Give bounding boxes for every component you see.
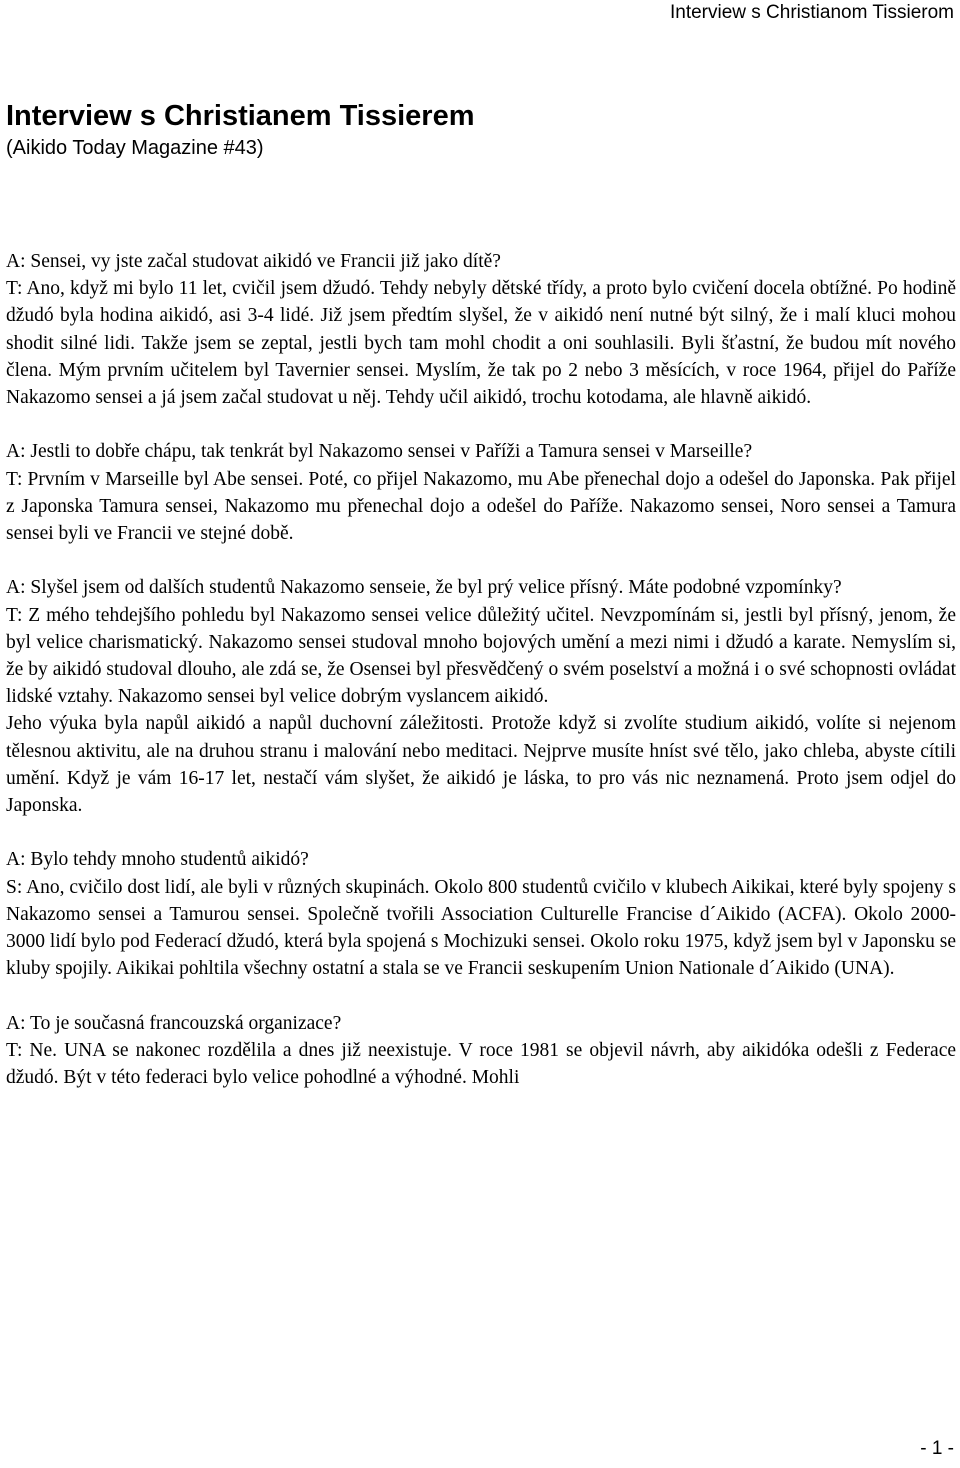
line-text: Ano, cvičilo dost lidí, ale byli v různých skupinách. Okolo 800 studentů cvičilo v klubech Aikikai, které byly spojeny s Nakazomo sensei a Tamurou sensei. Společně tvořili Association Culturelle Francise d´Aikido (ACFA). Okolo 2000-3000 lidí bylo pod Federací džudó, která byla spojená s Mochizuki sensei. Okolo roku 1975, když jsem byl v Japonsku se kluby spojily. Aikikai pohltila všechny ostatní a stala se ve Francii seskupením Union Nationale d´Aikido (UNA).	[6, 876, 956, 980]
question-line	[6, 1010, 956, 1037]
question-line	[6, 438, 956, 465]
answer-line	[6, 602, 956, 711]
line-text: Prvním v Marseille byl Abe sensei. Poté, co přijel Nakazomo, mu Abe přenechal dojo a odešel do Japonska. Pak přijel z Japonska Tamura sensei, Nakazomo mu přenechal dojo a odešel do Paříže. Nakazomo sensei, Noro sensei a Tamura sensei byli ve Francii ve stejné době.	[6, 468, 956, 545]
question-line	[6, 574, 956, 601]
title-block	[6, 98, 956, 160]
question-line	[6, 846, 956, 873]
line-text: Jestli to dobře chápu, tak tenkrát byl Nakazomo sensei v Paříži a Tamura sensei v Marseille?	[25, 441, 753, 463]
page-subtitle: (Aikido Today Magazine #43)	[6, 137, 264, 159]
answer-line	[6, 874, 956, 983]
interview-exchange	[6, 438, 956, 547]
speaker-label: A:	[6, 849, 26, 871]
interview-exchange	[6, 574, 956, 819]
answer-line	[6, 466, 956, 548]
interview-exchange	[6, 248, 956, 411]
speaker-label: T:	[6, 278, 23, 300]
answer-continuation	[6, 710, 956, 819]
speaker-label: S:	[6, 876, 23, 898]
line-text: Ano, když mi bylo 11 let, cvičil jsem džudó. Tehdy nebyly dětské třídy, a proto bylo cvičení docela obtížné. Po hodině džudó byla hodina aikidó, asi 3-4 lidé. Již jsem předtím slyšel, že v aikidó není nutné být silný, že i malí kluci mohou shodit silné lidi. Takže jsem se zeptal, jestli bych tam mohl chodit a oni souhlasili. Byli šťastní, že budou mít nového člena. Mým prvním učitelem byl Tavernier sensei. Myslím, že tak po 2 nebo 3 měsících, v roce 1964, přijel do Paříže Nakazomo sensei a já jsem začal studovat u něj. Tehdy učil aikidó, trochu kotodama, ale hlavně aikidó.	[6, 278, 956, 409]
question-line	[6, 248, 956, 275]
line-text: Z mého tehdejšího pohledu byl Nakazomo sensei velice důležitý učitel. Nevzpomínám si, jestli byl přísný, jenom, že byl velice charismatický. Nakazomo sensei studoval mnoho bojových umění a mezi nimi i džudó a karate. Nemyslím si, že by aikidó studoval dlouho, ale zdá se, že Osensei byl přesvědčený o svém poselství a možná i o své schopnosti ovládat lidské vztahy. Nakazomo sensei byl velice dobrým vyslancem aikidó.	[6, 604, 956, 708]
line-text: To je současná francouzská organizace?	[25, 1012, 342, 1034]
line-text: Sensei, vy jste začal studovat aikidó ve Francii již jako dítě?	[25, 251, 501, 272]
interview-body	[6, 248, 956, 1118]
speaker-label: A:	[6, 577, 26, 599]
page-title: Interview s Christianem Tissierem	[6, 100, 475, 132]
answer-line	[6, 1037, 956, 1091]
answer-line	[6, 275, 956, 411]
speaker-label: T:	[6, 1039, 23, 1061]
line-text: Jeho výuka byla napůl aikidó a napůl duchovní záležitosti. Protože když si zvolíte studium aikidó, volíte si nejenom tělesnou aktivitu, ale na druhou stranu i malování nebo meditaci. Nejprve musíte hníst své tělo, jako chleba, abyste cítili umění. Když je vám 16-17 let, nestačí vám slyšet, že aikidó je láska, to pro vás nic neznamená. Proto jsem odjel do Japonska.	[6, 713, 956, 817]
speaker-label: A:	[6, 1012, 26, 1034]
running-header: Interview s Christianom Tissierom	[669, 2, 954, 23]
interview-exchange	[6, 846, 956, 982]
speaker-label: A:	[6, 251, 26, 272]
line-text: Bylo tehdy mnoho studentů aikidó?	[25, 849, 309, 871]
speaker-label: T:	[6, 468, 23, 490]
speaker-label: A:	[6, 441, 26, 463]
line-text: Slyšel jsem od dalších studentů Nakazomo senseie, že byl prý velice přísný. Máte podobné vzpomínky?	[25, 577, 842, 599]
line-text: Ne. UNA se nakonec rozdělila a dnes již neexistuje. V roce 1981 se objevil návrh, aby aikidóka odešli z Federace džudó. Být v této federaci bylo velice pohodlné a výhodné. Mohli	[6, 1039, 956, 1089]
interview-exchange	[6, 1010, 956, 1092]
speaker-label: T:	[6, 604, 23, 626]
page-number: - 1 -	[920, 1438, 954, 1459]
